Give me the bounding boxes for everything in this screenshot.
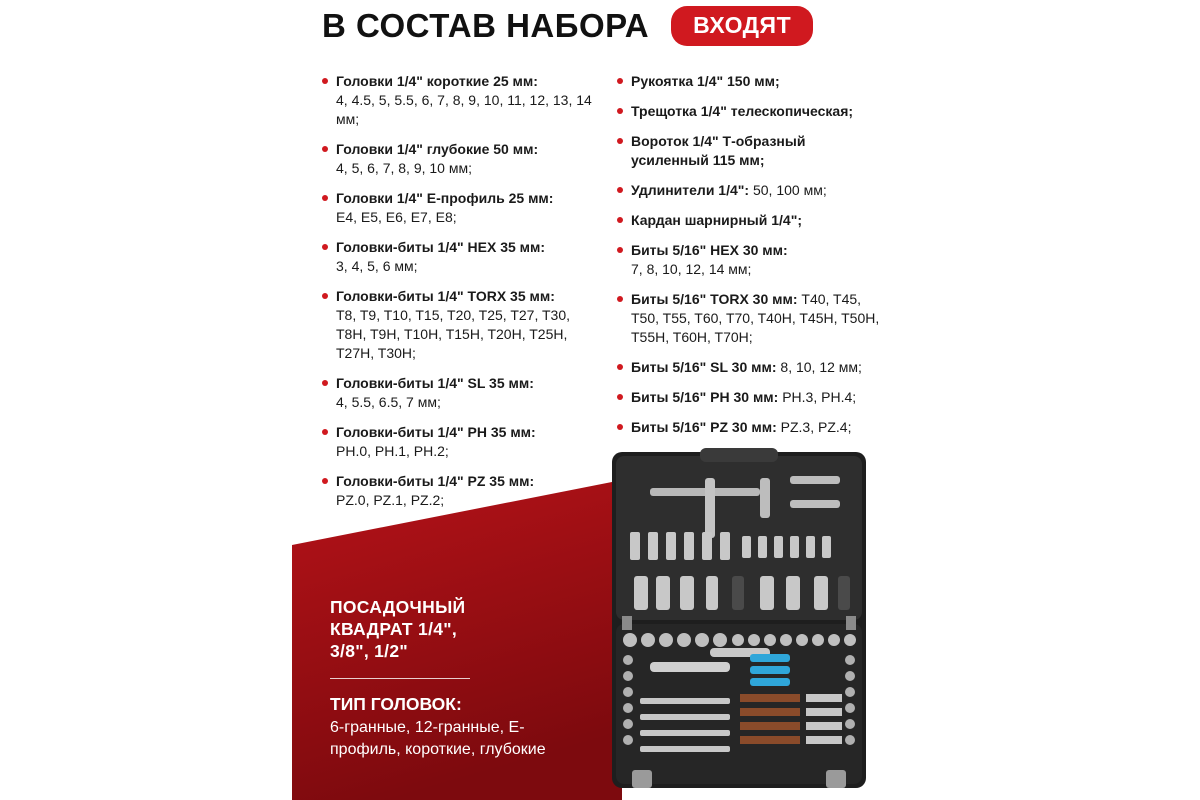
item-title: Биты 5/16" SL 30 мм: xyxy=(631,359,777,375)
bullet-icon xyxy=(617,78,623,84)
item-title: Головки-биты 1/4" HEX 35 мм: xyxy=(336,239,546,255)
poster xyxy=(292,0,899,800)
item-text: T8, T9, T10, T15, T20, T25, T27, T30, T8H, T9H, T10H, T15H, T20H, T25H, T27H, T30H; xyxy=(336,307,570,361)
item-text: E4, E5, E6, E7, E8; xyxy=(336,209,457,225)
list-item xyxy=(617,181,882,200)
list-item xyxy=(617,290,882,347)
bullet-icon xyxy=(617,296,623,302)
item-text: 8, 10, 12 мм; xyxy=(776,359,862,375)
list-item xyxy=(617,418,882,437)
item-title: Биты 5/16" PH 30 мм: xyxy=(631,389,779,405)
item-title: Удлинители 1/4": xyxy=(631,182,750,198)
item-title: Кардан шарнирный 1/4"; xyxy=(631,212,803,228)
right-item-list xyxy=(617,72,882,448)
item-title: Трещотка 1/4" телескопическая; xyxy=(631,103,854,119)
list-item xyxy=(617,211,882,230)
list-item xyxy=(322,140,592,178)
specs-block xyxy=(330,596,595,761)
included-badge: ВХОДЯТ xyxy=(671,6,813,46)
item-title: Биты 5/16" HEX 30 мм: xyxy=(631,242,788,258)
item-text: 50, 100 мм; xyxy=(749,182,827,198)
bullet-icon xyxy=(617,364,623,370)
list-item xyxy=(617,388,882,407)
divider xyxy=(330,678,470,679)
list-item xyxy=(322,287,592,363)
bullet-icon xyxy=(617,247,623,253)
list-item xyxy=(322,72,592,129)
tool-case-image xyxy=(610,448,868,792)
list-item xyxy=(617,102,882,121)
item-title: Рукоятка 1/4" 150 мм; xyxy=(631,73,780,89)
item-text: 4, 5, 6, 7, 8, 9, 10 мм; xyxy=(336,160,472,176)
bullet-icon xyxy=(617,187,623,193)
page-title: В СОСТАВ НАБОРА xyxy=(322,7,650,44)
socket-type-text: 6-гранные, 12-гранные, E-профиль, короткие, глубокие xyxy=(330,719,546,758)
bullet-icon xyxy=(617,424,623,430)
socket-type-title: ТИП ГОЛОВОК: xyxy=(330,694,462,714)
list-item xyxy=(617,241,882,279)
list-item xyxy=(617,72,882,91)
item-text: 7, 8, 10, 12, 14 мм; xyxy=(631,261,752,277)
list-item xyxy=(322,189,592,227)
bullet-icon xyxy=(322,195,328,201)
bullet-icon xyxy=(617,217,623,223)
item-text: PZ.3, PZ.4; xyxy=(776,419,852,435)
item-text: PH.3, PH.4; xyxy=(778,389,857,405)
item-text: 3, 4, 5, 6 мм; xyxy=(336,258,418,274)
bullet-icon xyxy=(322,146,328,152)
item-text: T40, T45, T50, T55, T60, T70, T40H, T45H, T50H, T55H, T60H, T70H; xyxy=(631,291,880,345)
list-item xyxy=(322,238,592,276)
item-title: Головки 1/4" E-профиль 25 мм: xyxy=(336,190,554,206)
item-text: 4, 5.5, 6.5, 7 мм; xyxy=(336,394,441,410)
drive-square-title: ПОСАДОЧНЫЙ КВАДРАТ 1/4", 3/8", 1/2" xyxy=(330,597,466,661)
bullet-icon xyxy=(322,293,328,299)
item-text: PH.0, PH.1, PH.2; xyxy=(336,443,449,459)
bullet-icon xyxy=(322,380,328,386)
item-text: PZ.0, PZ.1, PZ.2; xyxy=(336,492,445,508)
list-item xyxy=(322,374,592,412)
bullet-icon xyxy=(617,138,623,144)
item-title: Биты 5/16" TORX 30 мм: xyxy=(631,291,798,307)
bullet-icon xyxy=(617,108,623,114)
list-item xyxy=(617,132,882,170)
list-item xyxy=(617,358,882,377)
bullet-icon xyxy=(322,429,328,435)
item-title: Головки 1/4" глубокие 50 мм: xyxy=(336,141,539,157)
list-item xyxy=(322,423,592,461)
bullet-icon xyxy=(322,244,328,250)
item-title: Головки-биты 1/4" SL 35 мм: xyxy=(336,375,534,391)
bullet-icon xyxy=(322,478,328,484)
item-title: Вороток 1/4" Т-образный усиленный 115 мм; xyxy=(631,133,806,168)
item-title: Головки 1/4" короткие 25 мм: xyxy=(336,73,538,89)
list-item xyxy=(322,472,592,510)
item-text: 4, 4.5, 5, 5.5, 6, 7, 8, 9, 10, 11, 12, 13, 14 мм; xyxy=(336,92,592,127)
bullet-icon xyxy=(322,78,328,84)
bullet-icon xyxy=(617,394,623,400)
header xyxy=(322,6,813,46)
item-title: Головки-биты 1/4" PH 35 мм: xyxy=(336,424,536,440)
item-title: Биты 5/16" PZ 30 мм: xyxy=(631,419,777,435)
left-item-list xyxy=(322,72,592,521)
item-title: Головки-биты 1/4" TORX 35 мм: xyxy=(336,288,555,304)
item-title: Головки-биты 1/4" PZ 35 мм: xyxy=(336,473,535,489)
